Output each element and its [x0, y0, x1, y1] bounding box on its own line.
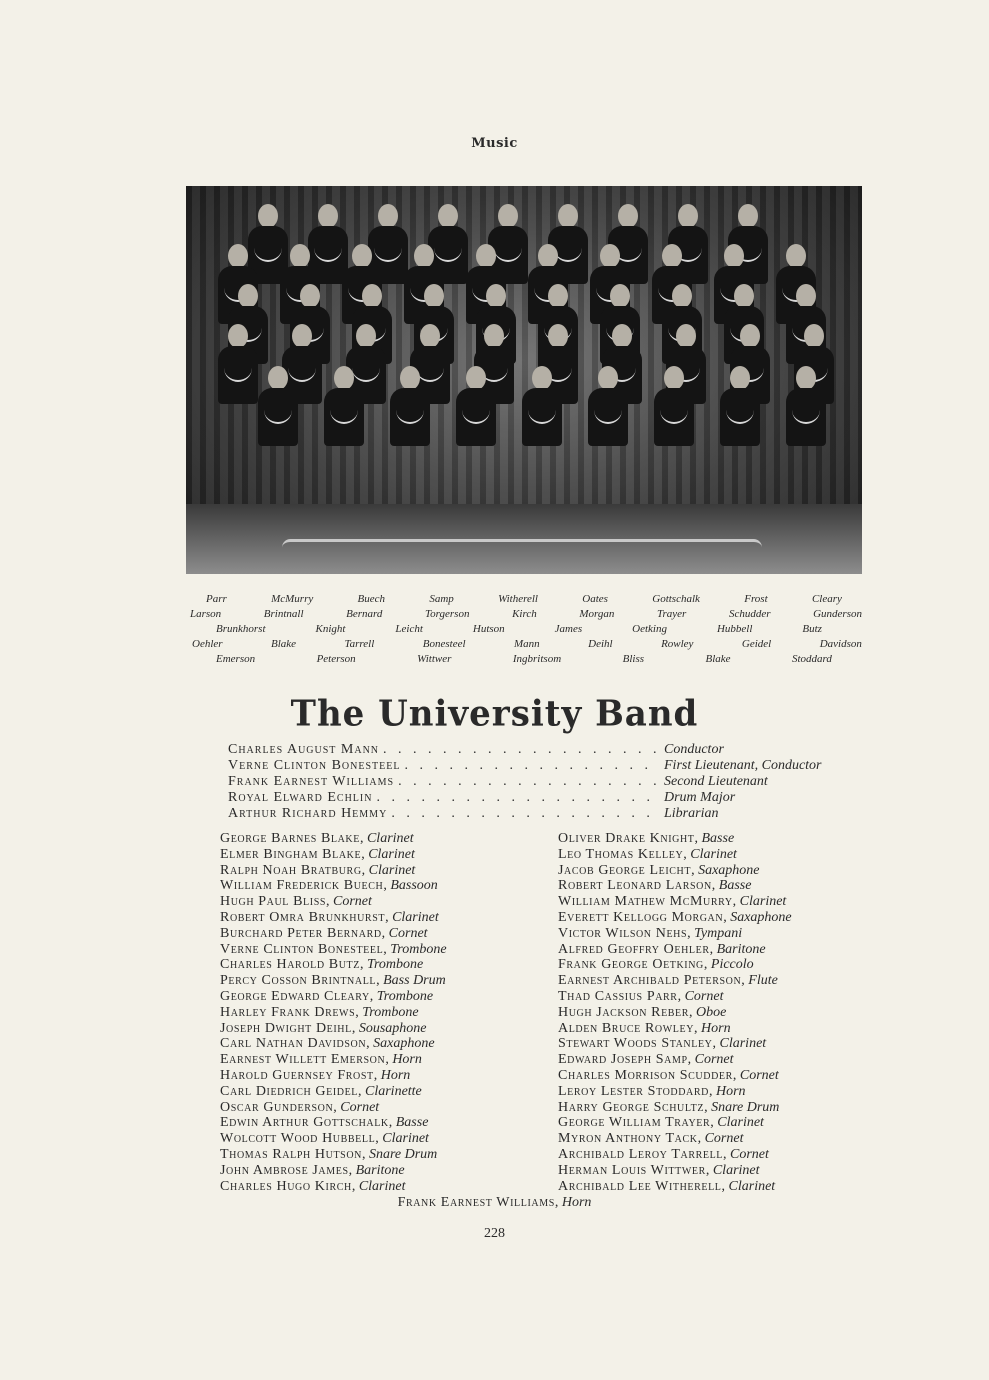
officer-role: Second Lieutenant [664, 774, 768, 789]
member-instrument: Clarinet [690, 846, 737, 862]
figure-head [438, 204, 458, 228]
member-name: Leroy Lester Stoddard [558, 1083, 709, 1099]
member-entry: Leo Thomas Kelley, Clarinet [558, 846, 737, 862]
figure-head [600, 244, 620, 268]
figure-head [486, 284, 506, 308]
figure-head [352, 244, 372, 268]
figure-head [740, 324, 760, 348]
caption-name: Gunderson [813, 608, 862, 620]
caption-name: Samp [429, 593, 454, 605]
member-instrument: Cornet [729, 1146, 769, 1162]
member-entry: Oliver Drake Knight, Basse [558, 831, 735, 846]
member-instrument: Trombone [376, 988, 434, 1004]
member-instrument: Trombone [366, 957, 424, 973]
member-entry: Thad Cassius Parr, Cornet [558, 988, 724, 1004]
caption-row [186, 592, 862, 607]
caption-name: Ingbritsom [512, 653, 562, 665]
member-entry: Harry George Schultz, Snare Drum [558, 1099, 780, 1115]
officer-role: Librarian [664, 806, 719, 821]
member-entry: Leroy Lester Stoddard, Horn [558, 1083, 746, 1099]
caption-name: Rowley [661, 638, 694, 650]
member-entry: George Edward Cleary, Trombone [220, 988, 434, 1004]
caption-name: Torgerson [425, 608, 470, 620]
dot-leader [394, 774, 660, 790]
member-instrument: Saxaphone [730, 909, 792, 925]
member-name: Elmer Bingham Blake [220, 846, 362, 862]
figure-cord [726, 396, 754, 424]
caption-name: Cleary [811, 593, 842, 605]
figure-head [796, 366, 816, 390]
caption-row [186, 607, 862, 622]
caption-name: Oetking [632, 623, 667, 635]
figure-head [664, 366, 684, 390]
member-entry: George William Trayer, Clarinet [558, 1115, 764, 1131]
caption-row [186, 637, 862, 652]
caption-name: Oehler [192, 638, 223, 650]
figure-head [672, 284, 692, 308]
member-instrument: Piccolo [710, 957, 754, 973]
figure-head [300, 284, 320, 308]
page-title: The University Band [290, 693, 699, 735]
member-instrument: Flute [748, 973, 778, 989]
caption-name: Larson [190, 608, 222, 620]
band-member-figure [718, 366, 762, 446]
member-entry: Harold Guernsey Frost, Horn [220, 1067, 411, 1083]
member-instrument: Saxaphone [698, 862, 760, 878]
caption-name: Geidel [741, 638, 772, 650]
figure-head [612, 324, 632, 348]
member-entry: Thomas Ralph Hutson, Snare Drum [220, 1146, 438, 1162]
member-entry: Charles Morrison Scudder, Cornet [558, 1067, 779, 1083]
member-instrument: Clarinet [739, 894, 787, 910]
caption-name: Trayer [656, 608, 687, 620]
member-name: Victor Wilson Nehs [558, 925, 688, 941]
member-instrument: Cornet [739, 1067, 779, 1083]
member-instrument: Horn [392, 1052, 422, 1068]
figure-head [724, 244, 744, 268]
officer-role: First Lieutenant, Conductor [664, 758, 822, 773]
member-name: George William Trayer [558, 1115, 711, 1131]
member-instrument: Cornet [704, 1131, 744, 1147]
officer-name: Verne Clinton Bonesteel [228, 758, 401, 773]
member-entry: Archibald Leroy Tarrell, Cornet [558, 1146, 769, 1162]
photo-caption [186, 592, 862, 667]
band-member-figure [784, 366, 828, 446]
member-instrument: Tympani [694, 925, 743, 941]
member-instrument: Clarinet [358, 1178, 406, 1194]
member-name: Joseph Dwight Deihl [220, 1020, 352, 1036]
caption-name: Peterson [316, 653, 356, 665]
member-entry: Edwin Arthur Gottschalk, Basse [220, 1115, 429, 1131]
caption-name: Stoddard [792, 653, 832, 665]
member-instrument: Oboe [696, 1004, 727, 1020]
member-instrument: Clarinet [717, 1115, 764, 1131]
figure-head [476, 244, 496, 268]
officer-name: Frank Earnest Williams [228, 774, 395, 789]
figure-head [424, 284, 444, 308]
member-name: Edward Joseph Samp [558, 1052, 688, 1068]
figure-head [548, 324, 568, 348]
member-instrument: Bass Drum [383, 973, 446, 989]
caption-name: McMurry [271, 593, 314, 605]
figure-head [610, 284, 630, 308]
officer-row [228, 758, 888, 774]
officer-role: Conductor [664, 742, 724, 757]
dot-leader [372, 790, 660, 806]
member-instrument: Clarinet [712, 1162, 760, 1178]
figure-head [796, 284, 816, 308]
band-member-figure [520, 366, 564, 446]
figure-head [730, 366, 750, 390]
member-entry: Alden Bruce Rowley, Horn [558, 1020, 731, 1036]
caption-name: Morgan [579, 608, 615, 620]
caption-name: Leicht [395, 623, 423, 635]
caption-name: Bliss [622, 653, 645, 665]
caption-name: Hutson [472, 623, 505, 635]
figure-head [420, 324, 440, 348]
member-instrument: Trombone [362, 1004, 419, 1020]
officer-row [228, 742, 888, 758]
band-group-photo [186, 186, 862, 574]
caption-name: Oates [582, 593, 608, 605]
member-name: Harley Frank Drews [220, 1004, 356, 1020]
member-name: Burchard Peter Bernard [220, 925, 382, 941]
member-name: Archibald Lee Witherell [558, 1178, 722, 1194]
figure-cord [594, 396, 622, 424]
figure-cord [528, 396, 556, 424]
caption-name: Gottschalk [652, 593, 700, 605]
member-name: Ralph Noah Bratburg [220, 862, 362, 878]
figure-head [598, 366, 618, 390]
member-entry: Hugh Jackson Reber, Oboe [558, 1004, 727, 1020]
figure-head [532, 366, 552, 390]
member-name: Thad Cassius Parr [558, 988, 678, 1004]
member-instrument: Basse [701, 831, 735, 846]
member-entry: Ralph Noah Bratburg, Clarinet [220, 862, 416, 878]
member-instrument: Snare Drum [368, 1146, 438, 1162]
figure-head [548, 284, 568, 308]
figure-head [484, 324, 504, 348]
member-entry: Hugh Paul Bliss, Cornet [220, 894, 372, 910]
member-name: Earnest Archibald Peterson [558, 973, 742, 989]
caption-name: Tarrell [344, 638, 375, 650]
member-entry: Carl Diedrich Geidel, Clarinette [220, 1083, 422, 1099]
band-member-figure [454, 366, 498, 446]
dot-leader [379, 742, 660, 758]
member-instrument: Bassoon [390, 878, 438, 894]
member-name: Harold Guernsey Frost [220, 1067, 374, 1083]
member-entry: William Mathew McMurry, Clarinet [558, 894, 787, 910]
member-name: Leo Thomas Kelley [558, 846, 684, 862]
officer-name: Royal Elward Echlin [228, 790, 373, 805]
member-entry: Charles Harold Butz, Trombone [220, 957, 424, 973]
figure-head [334, 366, 354, 390]
member-name: Frank Earnest Williams [397, 1195, 555, 1210]
member-entry: Percy Cosson Brintnall, Bass Drum [220, 973, 446, 989]
officer-name: Arthur Richard Hemmy [228, 806, 388, 821]
caption-name: Hubbell [716, 623, 753, 635]
member-instrument: Saxaphone [373, 1036, 435, 1052]
member-instrument: Clarinet [368, 846, 415, 862]
member-instrument: Snare Drum [711, 1099, 780, 1115]
member-name: Oscar Gunderson [220, 1099, 334, 1115]
member-instrument: Basse [395, 1115, 429, 1131]
member-name: Edwin Arthur Gottschalk [220, 1115, 389, 1131]
member-entry: Stewart Woods Stanley, Clarinet [558, 1036, 767, 1052]
figure-head [678, 204, 698, 228]
dot-leader [387, 806, 660, 822]
member-instrument: Cornet [388, 925, 428, 941]
member-name: Percy Cosson Brintnall [220, 973, 377, 989]
member-instrument: Horn [701, 1020, 731, 1036]
member-entry: Harley Frank Drews, Trombone [220, 1004, 419, 1020]
members-list-right [558, 831, 888, 1194]
member-name: Robert Leonard Larson [558, 878, 712, 894]
member-name: Charles Morrison Scudder [558, 1067, 733, 1083]
running-head: Music [471, 136, 518, 151]
officer-row [228, 790, 888, 806]
officer-role: Drum Major [664, 790, 736, 805]
member-entry: Robert Omra Brunkhurst, Clarinet [220, 909, 439, 925]
figure-head [738, 204, 758, 228]
band-member-figure [388, 366, 432, 446]
member-name: Hugh Paul Bliss [220, 894, 327, 910]
figure-head [318, 204, 338, 228]
member-name: Robert Omra Brunkhurst [220, 909, 386, 925]
figure-head [618, 204, 638, 228]
caption-name: Witherell [498, 593, 538, 605]
band-member-figure [216, 324, 260, 404]
member-instrument: Cornet [684, 988, 724, 1004]
member-instrument: Baritone [355, 1162, 405, 1178]
caption-name: Blake [705, 653, 731, 665]
figure-head [466, 366, 486, 390]
member-instrument: Horn [380, 1067, 411, 1083]
figure-head [734, 284, 754, 308]
figure-head [414, 244, 434, 268]
figure-head [292, 324, 312, 348]
member-name: Carl Nathan Davidson [220, 1036, 367, 1052]
member-entry: Verne Clinton Bonesteel, Trombone [220, 941, 447, 957]
figure-head [228, 244, 248, 268]
member-instrument: Cornet [333, 894, 372, 910]
band-member-figure [586, 366, 630, 446]
caption-name: Kirch [512, 608, 537, 620]
band-member-figure [322, 366, 366, 446]
figure-head [290, 244, 310, 268]
officers-list [228, 742, 888, 822]
figure-head [238, 284, 258, 308]
figure-head [268, 366, 288, 390]
members-list-left [220, 831, 550, 1194]
member-instrument: Baritone [716, 941, 766, 957]
page-number: 228 [484, 1226, 505, 1241]
member-instrument: Clarinet [368, 862, 416, 878]
figure-head [400, 366, 420, 390]
figure-head [538, 244, 558, 268]
caption-name: Buech [357, 593, 386, 605]
member-name: Carl Diedrich Geidel [220, 1083, 358, 1099]
caption-name: Bonesteel [422, 638, 466, 650]
caption-name: Parr [206, 593, 227, 605]
caption-name: Wittwer [417, 653, 452, 665]
officer-name: Charles August Mann [228, 742, 380, 757]
caption-name: Blake [271, 638, 297, 650]
member-name: Wolcott Wood Hubbell [220, 1131, 376, 1147]
figure-head [378, 204, 398, 228]
caption-name: Mann [514, 638, 540, 650]
member-entry: Carl Nathan Davidson, Saxaphone [220, 1036, 435, 1052]
member-entry: Everett Kellogg Morgan, Saxaphone [558, 909, 792, 925]
member-name: Myron Anthony Tack [558, 1131, 698, 1147]
caption-name: James [554, 623, 583, 635]
member-entry: Wolcott Wood Hubbell, Clarinet [220, 1131, 429, 1147]
member-name: Alden Bruce Rowley [558, 1020, 695, 1036]
caption-name: Davidson [819, 638, 862, 650]
member-entry: Jacob George Leicht, Saxaphone [558, 862, 760, 878]
member-name: Stewart Woods Stanley [558, 1036, 713, 1052]
officer-row [228, 774, 888, 790]
figure-cord [462, 396, 490, 424]
member-entry: Earnest Archibald Peterson, Flute [558, 973, 778, 989]
caption-name: Brunkhorst [216, 623, 266, 635]
photo-instruments-on-floor [282, 539, 762, 556]
member-instrument: Sousaphone [358, 1020, 427, 1036]
member-entry: Alfred Geoffry Oehler, Baritone [558, 941, 766, 957]
member-entry: Victor Wilson Nehs, Tympani [558, 925, 743, 941]
figure-head [356, 324, 376, 348]
figure-head [676, 324, 696, 348]
member-entry: Myron Anthony Tack, Cornet [558, 1131, 744, 1147]
member-name: Archibald Leroy Tarrell [558, 1146, 723, 1162]
member-name: Charles Harold Butz [220, 957, 360, 973]
last-member: Frank Earnest Williams, Horn [397, 1195, 592, 1210]
figure-head [662, 244, 682, 268]
member-name: Hugh Jackson Reber [558, 1004, 690, 1020]
member-name: Jacob George Leicht [558, 862, 692, 878]
figure-cord [330, 396, 358, 424]
figure-cord [264, 396, 292, 424]
figure-head [228, 324, 248, 348]
caption-name: Emerson [216, 653, 256, 665]
member-instrument: Clarinet [719, 1036, 767, 1052]
caption-row [186, 622, 862, 637]
member-instrument: Clarinet [392, 909, 439, 925]
figure-head [362, 284, 382, 308]
member-entry: John Ambrose James, Baritone [220, 1162, 405, 1178]
figure-head [558, 204, 578, 228]
member-name: Alfred Geoffry Oehler [558, 941, 710, 957]
figure-cord [224, 354, 252, 382]
figure-head [786, 244, 806, 268]
caption-name: Bernard [346, 608, 383, 620]
member-entry: George Barnes Blake, Clarinet [220, 831, 414, 846]
member-name: William Mathew McMurry [558, 894, 733, 910]
member-name: Herman Louis Wittwer [558, 1162, 706, 1178]
member-instrument: Cornet [340, 1099, 380, 1115]
member-name: Thomas Ralph Hutson [220, 1146, 362, 1162]
member-name: Oliver Drake Knight [558, 831, 695, 846]
member-entry: William Frederick Buech, Bassoon [220, 878, 438, 894]
member-entry: Elmer Bingham Blake, Clarinet [220, 846, 415, 862]
member-name: George Edward Cleary [220, 988, 370, 1004]
dot-leader [400, 758, 660, 774]
member-instrument: Clarinet [366, 831, 414, 846]
officer-row [228, 806, 888, 822]
caption-name: Knight [315, 623, 346, 635]
caption-name: Deihl [588, 638, 613, 650]
caption-name: Frost [744, 593, 768, 605]
member-name: William Frederick Buech [220, 878, 384, 894]
member-instrument: Clarinet [382, 1131, 429, 1147]
member-instrument: Trombone [390, 941, 447, 957]
caption-name: Schudder [728, 608, 771, 620]
caption-name: Butz [802, 623, 822, 635]
member-name: Harry George Schultz [558, 1099, 705, 1115]
member-entry: Charles Hugo Kirch, Clarinet [220, 1178, 406, 1194]
member-name: Everett Kellogg Morgan [558, 909, 724, 925]
band-member-figure [256, 366, 300, 446]
member-name: George Barnes Blake [220, 831, 360, 846]
figure-cord [396, 396, 424, 424]
member-entry: Robert Leonard Larson, Basse [558, 878, 752, 894]
figure-cord [792, 396, 820, 424]
caption-name: Brintnall [263, 608, 304, 620]
member-name: Charles Hugo Kirch [220, 1178, 352, 1194]
member-entry: Joseph Dwight Deihl, Sousaphone [220, 1020, 427, 1036]
caption-row [186, 652, 862, 667]
member-entry: Archibald Lee Witherell, Clarinet [558, 1178, 776, 1194]
member-entry: Burchard Peter Bernard, Cornet [220, 925, 428, 941]
member-instrument: Basse [718, 878, 752, 894]
member-instrument: Clarinet [728, 1178, 776, 1194]
member-entry: Frank George Oetking, Piccolo [558, 957, 754, 973]
figure-cord [660, 396, 688, 424]
member-instrument: Clarinette [365, 1083, 422, 1099]
band-member-figure [652, 366, 696, 446]
member-name: Earnest Willett Emerson [220, 1052, 386, 1068]
figure-head [258, 204, 278, 228]
figure-head [804, 324, 824, 348]
member-entry: Oscar Gunderson, Cornet [220, 1099, 380, 1115]
member-name: Frank George Oetking [558, 957, 704, 973]
member-instrument: Horn [561, 1195, 592, 1210]
member-name: John Ambrose James [220, 1162, 349, 1178]
figure-head [498, 204, 518, 228]
member-instrument: Cornet [694, 1052, 734, 1068]
member-name: Verne Clinton Bonesteel [220, 941, 384, 957]
member-entry: Edward Joseph Samp, Cornet [558, 1052, 734, 1068]
member-entry: Herman Louis Wittwer, Clarinet [558, 1162, 760, 1178]
member-entry: Earnest Willett Emerson, Horn [220, 1052, 422, 1068]
member-instrument: Horn [715, 1083, 746, 1099]
